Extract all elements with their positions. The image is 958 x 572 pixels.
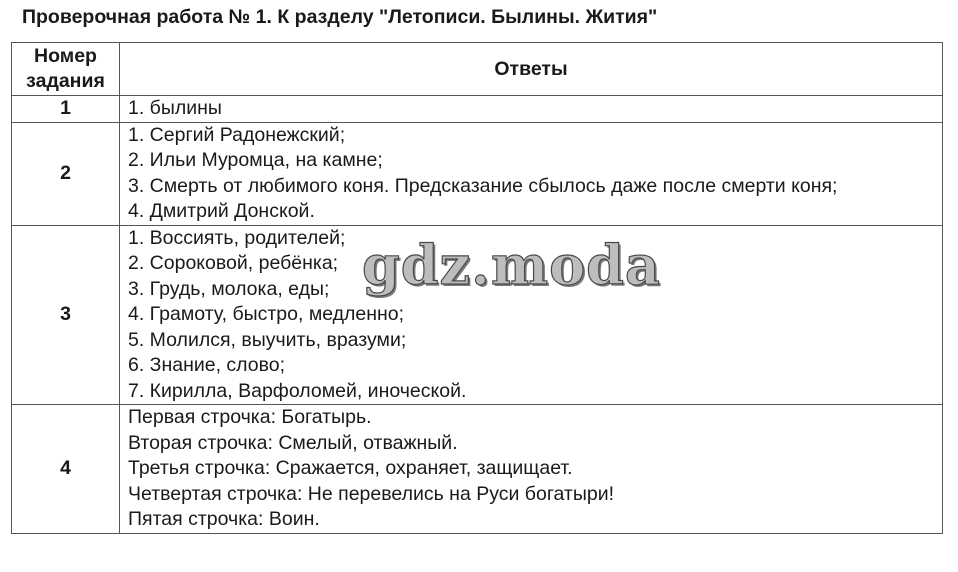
answer-line: 2. Ильи Муромца, на камне; [128, 149, 383, 171]
task-number: 3 [12, 225, 120, 405]
task-number: 4 [12, 405, 120, 534]
table-row [12, 122, 943, 225]
answer-cell [120, 405, 943, 534]
answer-cell [120, 96, 943, 123]
answer-line: 4. Грамоту, быстро, медленно; [128, 303, 405, 325]
answer-line: 4. Дмитрий Донской. [128, 200, 315, 222]
header-answers: Ответы [120, 43, 943, 96]
answer-line: Вторая строчка: Смелый, отважный. [128, 431, 458, 454]
answer-line: Первая строчка: Богатырь. [128, 406, 372, 428]
table-row [12, 96, 943, 123]
answer-line: 2. Сороковой, ребёнка; [128, 252, 339, 274]
answer-line: 3. Смерть от любимого коня. Предсказание сбылось даже после смерти коня; [128, 174, 838, 197]
task-number: 1 [12, 96, 120, 123]
answer-line: Пятая строчка: Воин. [128, 508, 320, 530]
answer-line: 3. Грудь, молока, еды; [128, 277, 330, 300]
answer-line: 1. Сергий Радонежский; [128, 123, 346, 146]
task-number: 2 [12, 122, 120, 225]
watermark: gdz.moda [362, 233, 661, 297]
table-header-row [12, 43, 943, 96]
answer-line: 7. Кирилла, Варфоломей, иноческой. [128, 379, 467, 402]
answer-line: Третья строчка: Сражается, охраняет, защищает. [128, 457, 573, 479]
answer-line: Четвертая строчка: Не перевелись на Руси богатыри! [128, 482, 615, 505]
page-title: Проверочная работа № 1. К разделу "Летописи. Былины. Жития" [22, 6, 658, 28]
answer-cell [120, 122, 943, 225]
header-task-number-line-2: задания [26, 70, 105, 92]
answer-line: 6. Знание, слово; [128, 354, 286, 376]
header-task-number-line-1: Номер [34, 45, 97, 67]
header-task-number [12, 43, 120, 96]
answer-line: 5. Молился, выучить, вразуми; [128, 328, 407, 351]
answer-line: 1. Воссиять, родителей; [128, 226, 346, 249]
answer-line: 1. былины [128, 97, 222, 119]
table-row [12, 405, 943, 534]
